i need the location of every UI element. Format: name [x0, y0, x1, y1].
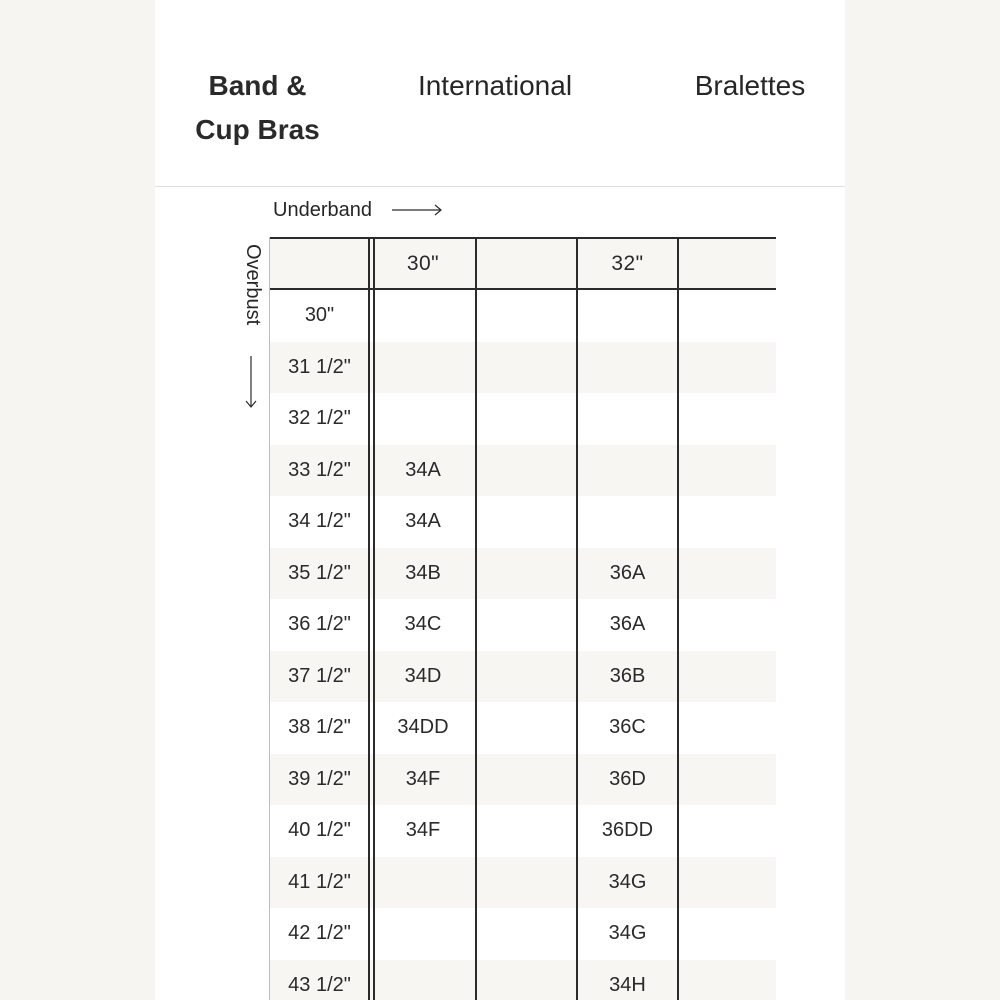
- header-cell: 32": [611, 251, 644, 275]
- tab-label-line-2: Cup Bras: [195, 114, 320, 145]
- size-cell: [678, 599, 776, 651]
- size-cell: [476, 651, 577, 703]
- size-cell: 34G: [608, 922, 647, 945]
- size-cell: [678, 805, 776, 857]
- size-cell: [476, 960, 577, 1000]
- size-cell: [476, 548, 577, 600]
- size-cell: 34A: [405, 510, 441, 533]
- size-cell: 34C: [404, 613, 442, 636]
- overbust-cell: 37 1/2": [288, 664, 351, 687]
- header-cell: [678, 239, 776, 288]
- size-cell: [370, 290, 476, 342]
- tab-label: Bralettes: [694, 70, 806, 101]
- size-cell: [370, 960, 476, 1000]
- overbust-cell: 35 1/2": [288, 561, 351, 584]
- size-cell: [476, 496, 577, 548]
- table-row: [269, 290, 776, 342]
- size-cell: [476, 805, 577, 857]
- size-cell: [678, 393, 776, 445]
- header-cell: [476, 239, 577, 288]
- size-cell: [678, 342, 776, 394]
- tab-bralettes[interactable]: [675, 64, 825, 108]
- table-row: [269, 908, 776, 960]
- size-conversion-table: [269, 237, 776, 1000]
- tab-label-line-1: Band &: [208, 70, 307, 101]
- size-cell: 34D: [404, 664, 442, 687]
- size-cell: [370, 342, 476, 394]
- overbust-cell: 39 1/2": [288, 767, 351, 790]
- size-guide-panel: [155, 0, 845, 1000]
- size-cell: [476, 445, 577, 497]
- table-header-row: [269, 237, 776, 290]
- table-row: [269, 342, 776, 394]
- size-cell: [678, 651, 776, 703]
- size-cell: [577, 290, 678, 342]
- table-row: [269, 393, 776, 445]
- overbust-cell: 41 1/2": [288, 870, 351, 893]
- size-cell: [370, 908, 476, 960]
- size-cell: [476, 290, 577, 342]
- size-guide-tabs: [155, 0, 845, 187]
- size-cell: 34F: [405, 819, 441, 842]
- table-row: [269, 805, 776, 857]
- underband-axis-label: [273, 196, 444, 224]
- right-arrow-icon: [392, 203, 444, 217]
- table-row: [269, 754, 776, 806]
- overbust-axis-label: [239, 244, 267, 414]
- overbust-cell: 34 1/2": [288, 510, 351, 533]
- size-cell: [678, 445, 776, 497]
- size-cell: [678, 702, 776, 754]
- size-cell: [678, 908, 776, 960]
- size-cell: [370, 857, 476, 909]
- overbust-cell: 36 1/2": [288, 613, 351, 636]
- header-cell: [269, 239, 370, 288]
- size-cell: [678, 754, 776, 806]
- size-cell: 36B: [609, 664, 646, 687]
- overbust-cell: 42 1/2": [288, 922, 351, 945]
- table-row: [269, 548, 776, 600]
- size-cell: 36D: [609, 767, 646, 790]
- overbust-cell: 38 1/2": [288, 716, 351, 739]
- size-cell: 34H: [609, 973, 646, 996]
- size-cell: [577, 445, 678, 497]
- overbust-label: Overbust: [242, 244, 264, 326]
- size-cell: [476, 754, 577, 806]
- size-cell: [476, 599, 577, 651]
- column-rule: [576, 237, 578, 1000]
- table-row: [269, 702, 776, 754]
- table-row: [269, 857, 776, 909]
- size-cell: [678, 857, 776, 909]
- size-cell: 36C: [609, 716, 646, 739]
- size-cell: 36A: [609, 613, 646, 636]
- column-rule: [373, 237, 375, 1000]
- size-cell: [476, 342, 577, 394]
- overbust-cell: 33 1/2": [288, 458, 351, 481]
- overbust-cell: 30": [304, 304, 335, 327]
- size-cell: 34A: [405, 458, 441, 481]
- size-cell: [577, 496, 678, 548]
- overbust-cell: 31 1/2": [288, 355, 351, 378]
- size-cell: [678, 290, 776, 342]
- overbust-cell: 43 1/2": [288, 973, 351, 996]
- size-cell: [678, 960, 776, 1000]
- column-rule: [475, 237, 477, 1000]
- size-cell: [678, 548, 776, 600]
- size-cell: [476, 702, 577, 754]
- tab-international[interactable]: [395, 64, 595, 108]
- table-row: [269, 496, 776, 548]
- size-cell: 36DD: [601, 819, 654, 842]
- table-row: [269, 960, 776, 1000]
- table-row: [269, 445, 776, 497]
- down-arrow-icon: [241, 356, 261, 410]
- size-cell: [476, 393, 577, 445]
- size-cell: 34F: [405, 767, 441, 790]
- size-cell: [577, 393, 678, 445]
- size-cell: 36A: [609, 561, 646, 584]
- underband-label: Underband: [273, 199, 372, 221]
- size-cell: [678, 496, 776, 548]
- header-cell: 30": [406, 251, 440, 275]
- table-left-rule: [269, 237, 270, 1000]
- size-cell: [370, 393, 476, 445]
- table-row: [269, 651, 776, 703]
- overbust-cell: 32 1/2": [288, 407, 351, 430]
- size-cell: [577, 342, 678, 394]
- column-rule: [677, 237, 679, 1000]
- size-cell: 34G: [608, 870, 647, 893]
- tab-label: International: [417, 70, 573, 101]
- column-rule: [368, 237, 370, 1000]
- tab-band-cup-bras[interactable]: [175, 64, 340, 152]
- size-cell: [476, 857, 577, 909]
- overbust-cell: 40 1/2": [288, 819, 351, 842]
- size-cell: 34DD: [397, 716, 449, 739]
- size-cell: 34B: [405, 561, 441, 584]
- table-row: [269, 599, 776, 651]
- size-cell: [476, 908, 577, 960]
